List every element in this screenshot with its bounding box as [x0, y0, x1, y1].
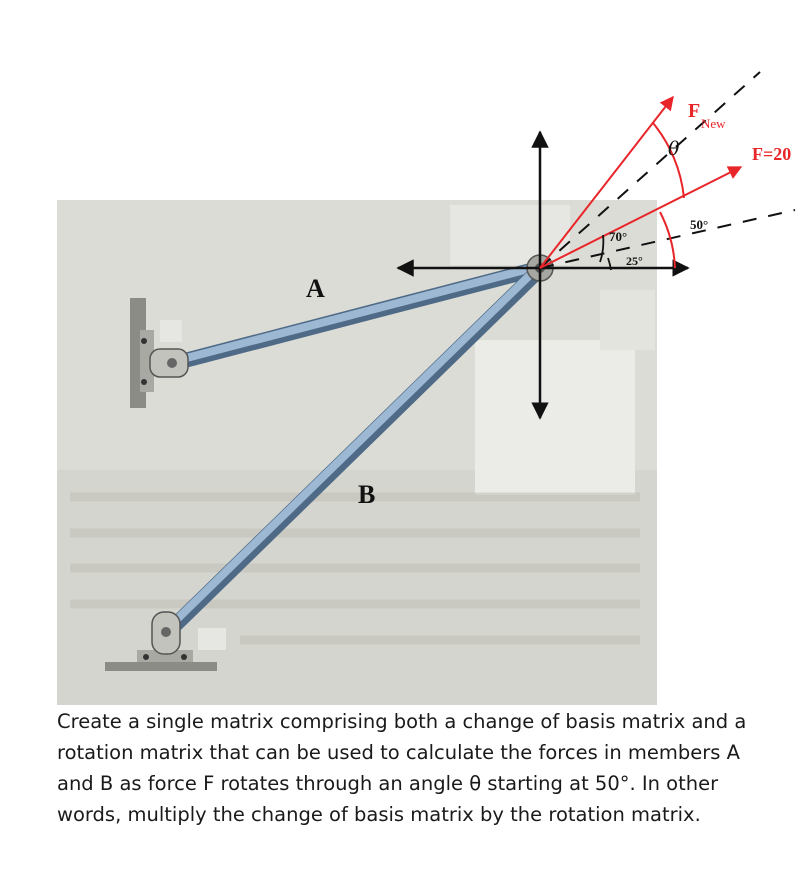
redaction-patch [600, 290, 655, 350]
arc-theta [653, 123, 684, 198]
pin [167, 358, 177, 368]
redaction-patch [450, 205, 570, 265]
label-angle-50: 50° [690, 217, 709, 232]
label-theta: θ [668, 138, 680, 160]
bolt [143, 654, 149, 660]
label-angle-70: 70° [609, 229, 628, 244]
redaction-patch [198, 628, 226, 650]
pin [161, 627, 171, 637]
label-f-new-subscript: New [701, 116, 726, 131]
problem-statement: Create a single matrix comprising both a change of basis matrix and a rotation matrix that can be used to calculate the forces in members A and B as force F rotates through an angle θ starting at 50°. In other words, multiply the change of basis matrix by the rotation matrix. [57, 710, 747, 826]
redaction-patch [160, 320, 182, 342]
bolt [141, 379, 147, 385]
label-f-new: F [688, 100, 701, 122]
bolt [181, 654, 187, 660]
label-member-b: B [358, 480, 376, 509]
label-angle-25: 25° [626, 254, 643, 268]
label-f-current: F=20 [752, 144, 792, 164]
label-member-a: A [306, 274, 325, 303]
bolt [141, 338, 147, 344]
redaction-patch [475, 340, 635, 495]
floor [105, 662, 217, 671]
